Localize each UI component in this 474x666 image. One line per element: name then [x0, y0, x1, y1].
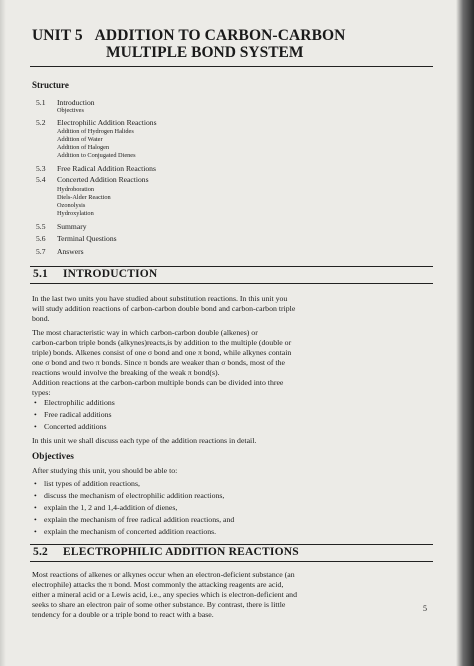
toc-sub-item: Objectives — [57, 107, 84, 114]
list-item: • explain the mechanism of free radical addition reactions, and — [44, 515, 234, 524]
list-item: • list types of addition reactions, — [44, 479, 140, 488]
section-header-introduction — [30, 266, 433, 284]
toc-item-terminal-questions: Terminal Questions — [57, 234, 117, 243]
scan-left-shade — [0, 0, 6, 666]
section-number: 5.2 — [33, 546, 48, 558]
objectives-lead: After studying this unit, you should be able to: — [32, 466, 178, 475]
unit-title — [32, 27, 345, 45]
toc-item-electrophilic: Electrophilic Addition Reactions — [57, 118, 157, 127]
text-line: will study addition reactions of carbon-carbon double bond and carbon-carbon triple — [32, 304, 296, 313]
section-header-electrophilic — [30, 544, 433, 562]
list-item: • Concerted additions — [44, 422, 107, 431]
section-title: ELECTROPHILIC ADDITION REACTIONS — [63, 546, 299, 558]
section-number: 5.1 — [33, 268, 48, 280]
toc-num-5-4: 5.4 — [36, 175, 46, 184]
text-line: In the last two units you have studied about substitution reactions. In this unit you — [32, 294, 288, 303]
text-line: reactions would involve the breaking of the weak π bond(s). — [32, 368, 220, 377]
text-line: tendency for a double or a triple bond to react with a base. — [32, 610, 214, 619]
title-line-2: MULTIPLE BOND SYSTEM — [106, 44, 304, 61]
toc-item-summary: Summary — [57, 222, 87, 231]
text-line: Most reactions of alkenes or alkynes occur when an electron-deficient substance (an — [32, 570, 295, 579]
toc-num-5-7: 5.7 — [36, 247, 46, 256]
text-line: one σ bond and two π bonds. Since π bonds are weaker than σ bonds, most of the — [32, 358, 285, 367]
text-line: either a mineral acid or a Lewis acid, i.e., any species which is electron-deficient and — [32, 590, 297, 599]
section-title: INTRODUCTION — [63, 268, 158, 280]
toc-sub-item: Hydroxylation — [57, 210, 94, 217]
toc-sub-item: Addition of Hydrogen Halides — [57, 128, 134, 135]
toc-num-5-2: 5.2 — [36, 118, 46, 127]
toc-item-free-radical: Free Radical Addition Reactions — [57, 164, 156, 173]
scan-right-shadow — [456, 0, 474, 666]
toc-item-answers: Answers — [57, 247, 84, 256]
list-item: • Free radical additions — [44, 410, 112, 419]
toc-sub-item: Addition to Conjugated Dienes — [57, 152, 136, 159]
text-line: triple) bonds. Alkenes consist of one σ bond and one π bond, while alkynes contain — [32, 348, 292, 357]
toc-sub-item: Diels-Alder Reaction — [57, 194, 111, 201]
text-line: electrophile) attacks the π bond. Most commonly the attacking reagents are acid, — [32, 580, 284, 589]
toc-num-5-3: 5.3 — [36, 164, 46, 173]
text-line: carbon-carbon triple bonds (alkynes)reacts,is by addition to the multiple (double or — [32, 338, 292, 347]
toc-sub-item: Addition of Water — [57, 136, 103, 143]
title-rule — [30, 66, 433, 67]
page-number: 5 — [423, 604, 427, 613]
text-line: Addition reactions at the carbon-carbon multiple bonds can be divided into three — [32, 378, 284, 387]
intro-paragraph-3: In this unit we shall discuss each type of the addition reactions in detail. — [32, 436, 257, 445]
toc-num-5-5: 5.5 — [36, 222, 46, 231]
list-item: • Electrophilic additions — [44, 398, 115, 407]
objectives-heading: Objectives — [32, 452, 74, 462]
text-line: types: — [32, 388, 51, 397]
title-line-1: ADDITION TO CARBON-CARBON — [94, 27, 346, 44]
toc-item-introduction: Introduction — [57, 98, 95, 107]
text-line: The most characteristic way in which carbon-carbon double (alkenes) or — [32, 328, 258, 337]
unit-label: UNIT 5 — [32, 27, 83, 44]
list-item: • explain the mechanism of concerted addition reactions. — [44, 527, 216, 536]
toc-num-5-6: 5.6 — [36, 234, 46, 243]
toc-sub-item: Ozonolysis — [57, 202, 86, 209]
toc-sub-item: Addition of Halogen — [57, 144, 110, 151]
toc-num-5-1: 5.1 — [36, 98, 46, 107]
toc-sub-item: Hydroboration — [57, 186, 95, 193]
toc-item-concerted: Concerted Addition Reactions — [57, 175, 149, 184]
text-line: seeks to share an electron pair of some other substance. By contrast, there is little — [32, 600, 286, 609]
text-line: bond. — [32, 314, 50, 323]
structure-heading: Structure — [32, 80, 69, 90]
list-item: • discuss the mechanism of electrophilic addition reactions, — [44, 491, 224, 500]
list-item: • explain the 1, 2 and 1,4-addition of dienes, — [44, 503, 177, 512]
